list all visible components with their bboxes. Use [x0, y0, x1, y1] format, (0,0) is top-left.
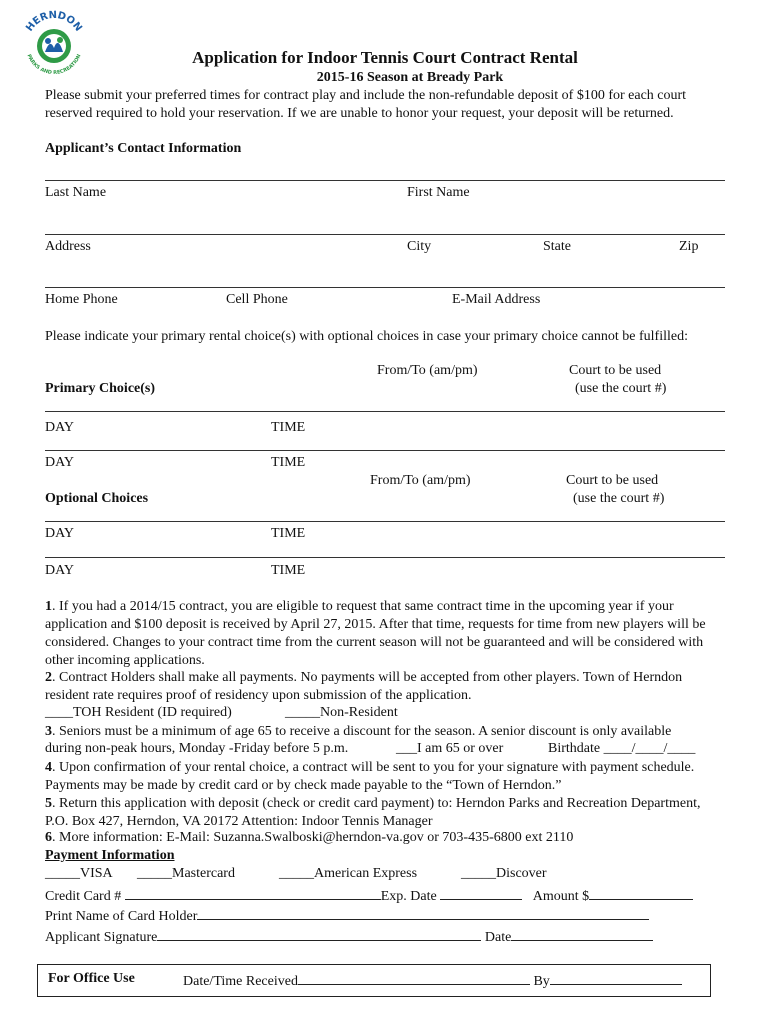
amex-option[interactable]: _____American Express — [279, 866, 418, 881]
received-input[interactable] — [298, 971, 530, 985]
address-line[interactable] — [45, 234, 725, 235]
rule-2: 2. Contract Holders shall make all payments. No payments will be accepted from other players. Town of Herndon resident rate requires proof of residency upon submission of the application. — [45, 670, 683, 703]
optional-use-court: (use the court #) — [573, 491, 665, 506]
by-label: By — [533, 974, 550, 989]
signature-input[interactable] — [157, 927, 481, 941]
form-subtitle: 2015-16 Season at Bready Park — [316, 70, 504, 85]
rental-instruction: Please indicate your primary rental choice(s) with optional choices in case your primary choice cannot be fulfilled: — [45, 329, 688, 344]
last-name-label: Last Name — [45, 185, 107, 200]
signature-label: Applicant Signature — [45, 930, 158, 945]
primary-from-to: From/To (am/pm) — [377, 363, 478, 378]
optional-time-2: TIME — [271, 563, 306, 578]
toh-resident-option[interactable]: ____TOH Resident (ID required) — [45, 705, 232, 720]
credit-card-label: Credit Card # — [45, 889, 122, 904]
office-use-box — [37, 964, 711, 997]
first-name-label: First Name — [407, 185, 470, 200]
optional-choice-line-1[interactable] — [45, 521, 725, 522]
non-resident-option[interactable]: _____Non-Resident — [285, 705, 398, 720]
primary-time-2: TIME — [271, 455, 306, 470]
visa-option[interactable]: _____VISA — [45, 866, 113, 881]
mastercard-option[interactable]: _____Mastercard — [137, 866, 235, 881]
signature-row — [45, 927, 653, 946]
primary-choice-line-2[interactable] — [45, 450, 725, 451]
logo-top-text: HERNDON — [24, 9, 84, 34]
primary-time-1: TIME — [271, 420, 306, 435]
phone-line[interactable] — [45, 287, 725, 288]
primary-choice-line-1[interactable] — [45, 411, 725, 412]
address-label: Address — [45, 239, 91, 254]
city-label: City — [407, 239, 432, 254]
date-label: Date — [484, 930, 512, 945]
exp-date-label: Exp. Date — [380, 889, 437, 904]
card-holder-row — [45, 906, 649, 925]
birthdate-field[interactable]: Birthdate ____/____/____ — [548, 741, 696, 756]
primary-use-court: (use the court #) — [575, 381, 667, 396]
state-label: State — [543, 239, 571, 254]
date-input[interactable] — [511, 927, 653, 941]
payment-heading: Payment Information — [45, 848, 175, 863]
primary-day-2: DAY — [45, 455, 75, 470]
logo-bottom-text: PARKS AND RECREATION — [25, 53, 83, 77]
optional-heading: Optional Choices — [45, 491, 149, 506]
senior-check[interactable]: ___I am 65 or over — [396, 741, 504, 756]
credit-card-row — [45, 886, 693, 905]
zip-label: Zip — [679, 239, 699, 254]
intro-text: Please submit your preferred times for contract play and include the non-refundable deposit of $100 for each court reserved required to hold your reservation. If we are unable to honor your request, your deposit will be returned. — [45, 88, 687, 121]
exp-date-input[interactable] — [440, 886, 522, 900]
amount-input[interactable] — [589, 886, 693, 900]
by-input[interactable] — [550, 971, 682, 985]
primary-heading: Primary Choice(s) — [45, 381, 156, 396]
form-title: Application for Indoor Tennis Court Contract Rental — [192, 48, 578, 67]
optional-choice-line-2[interactable] — [45, 557, 725, 558]
print-name-label: Print Name of Card Holder — [45, 909, 198, 924]
office-use-label: For Office Use — [48, 971, 135, 986]
primary-day-1: DAY — [45, 420, 75, 435]
rule-3-line-2: during non-peak hours, Monday -Friday before 5 p.m. — [45, 741, 349, 756]
rule-4: 4. Upon confirmation of your rental choice, a contract will be sent to you for your signature with payment schedule. Payments may be made by credit card or by check made payable to the “Town of Herndon.” — [45, 760, 695, 793]
print-name-input[interactable] — [197, 906, 649, 920]
optional-day-1: DAY — [45, 526, 75, 541]
optional-day-2: DAY — [45, 563, 75, 578]
email-label: E-Mail Address — [452, 292, 541, 307]
cell-phone-label: Cell Phone — [226, 292, 288, 307]
amount-label: Amount $ — [532, 889, 590, 904]
home-phone-label: Home Phone — [45, 292, 118, 307]
optional-from-to: From/To (am/pm) — [370, 473, 471, 488]
optional-time-1: TIME — [271, 526, 306, 541]
received-row — [183, 971, 682, 990]
name-line[interactable] — [45, 180, 725, 181]
rule-3: 3. Seniors must be a minimum of age 65 to receive a discount for the season. A senior discount is only available — [45, 724, 672, 739]
rule-6: 6. More information: E-Mail: Suzanna.Swalboski@herndon-va.gov or 703-435-6800 ext 2110 — [45, 830, 574, 845]
rule-1: 1. If you had a 2014/15 contract, you are eligible to request that same contract time in the upcoming year if your application and $100 deposit is received by April 27, 2015. After that time, requests for time from new players will be considered. Changes to your contract time from the current season will not be guaranteed and will be considered with other incoming applications. — [45, 599, 706, 668]
received-label: Date/Time Received — [183, 974, 298, 989]
primary-court-used: Court to be used — [569, 363, 662, 378]
optional-court-used: Court to be used — [566, 473, 659, 488]
contact-heading: Applicant’s Contact Information — [45, 141, 242, 156]
discover-option[interactable]: _____Discover — [461, 866, 547, 881]
rule-5: 5. Return this application with deposit (check or credit card payment) to: Herndon Parks and Recreation Department, P.O. Box 427, Herndon, VA 20172 Attention: Indoor Tennis Manager — [45, 796, 701, 829]
credit-card-input[interactable] — [125, 886, 381, 900]
